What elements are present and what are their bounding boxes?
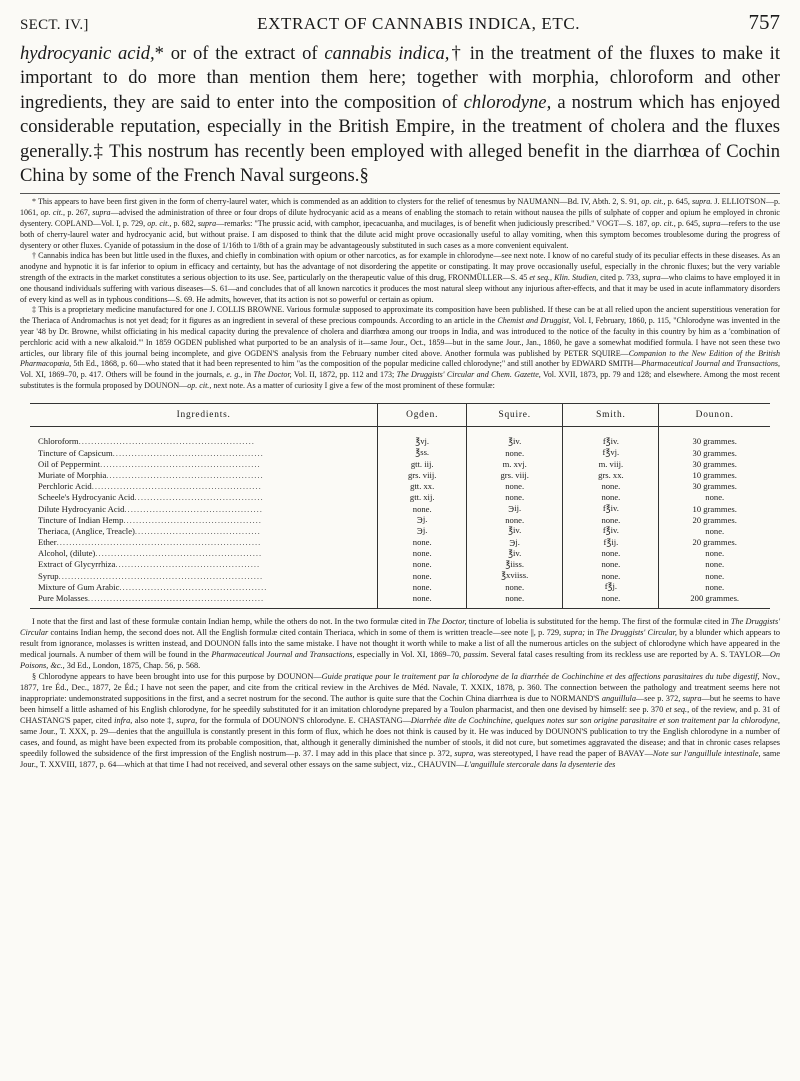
smith-qty: none. xyxy=(563,592,659,608)
main-paragraph: hydrocyanic acid,* or of the extract of cannabis indica,† in the treatment of the fluxes to make it important to do more than mention them here; together with morphia, chloroform and other ingredients, they are said to enter into the composition of chlorodyne, a nostrum which has enjoyed considerable reputation, especially in the British Empire, in the treatment of cholera and the fluxes generally.‡ This nostrum has recently been employed with alleged benefit in the diarrhœa of Cochin China by some of the French Naval surgeons.§ xyxy=(20,43,780,187)
dounon-qty: none. xyxy=(659,548,770,559)
smith-qty: m. viij. xyxy=(563,458,659,469)
ingredient: Ether xyxy=(38,537,57,548)
dounon-qty: 30 grammes. xyxy=(659,458,770,469)
smith-qty: grs. xx. xyxy=(563,469,659,480)
ogden-qty: none. xyxy=(378,570,467,581)
smith-qty: none. xyxy=(563,492,659,503)
squire-qty: ℥iv. xyxy=(467,548,563,559)
ingredient: Extract of Glycyrrhiza xyxy=(38,559,116,570)
table-row: Scheele's Hydrocyanic Acid......................................... gtt. xij. none. none. none. xyxy=(30,492,770,503)
dounon-qty: 30 grammes. xyxy=(659,426,770,447)
table-row: Tincture of Indian Hemp............................................ ℈j. none. none. 20 grammes. xyxy=(30,514,770,525)
ingredient: Mixture of Gum Arabic xyxy=(38,581,120,592)
smith-qty: f℥ij. xyxy=(563,536,659,547)
table-row: Pure Molasses........................................................ none. none. none. 200 grammes. xyxy=(30,592,770,608)
smith-qty: f℥iv. xyxy=(563,503,659,514)
squire-qty: none. xyxy=(467,581,563,592)
ogden-qty: none. xyxy=(378,592,467,608)
ingredient: Pure Molasses xyxy=(38,593,88,603)
squire-qty: none. xyxy=(467,592,563,608)
book-page xyxy=(20,0,780,770)
squire-qty: ℥iv. xyxy=(467,525,563,536)
squire-qty: none. xyxy=(467,492,563,503)
smith-qty: none. xyxy=(563,559,659,570)
squire-qty: ℥iiss. xyxy=(467,559,563,570)
table-row: Oil of Peppermint................................................... gtt. iij. m. xvj. m. viij. 30 grammes. xyxy=(30,458,770,469)
ingredient: Syrup xyxy=(38,570,59,581)
dounon-qty: none. xyxy=(659,525,770,536)
smith-qty: none. xyxy=(563,548,659,559)
dounon-qty: 10 grammes. xyxy=(659,469,770,480)
table-row: Extract of Glycyrrhiza.............................................. none. ℥iiss. none. none. xyxy=(30,559,770,570)
dounon-qty: none. xyxy=(659,559,770,570)
ogden-qty: none. xyxy=(378,581,467,592)
squire-qty: none. xyxy=(467,514,563,525)
ogden-qty: grs. viij. xyxy=(378,469,467,480)
dounon-qty: 200 grammes. xyxy=(659,592,770,608)
ogden-qty: ℈j. xyxy=(378,514,467,525)
smith-qty: f℥iv. xyxy=(563,426,659,447)
table-row: Muriate of Morphia.................................................. grs. viij. grs. viij. grs. xx. 10 grammes. xyxy=(30,469,770,480)
ingredient: Tincture of Capsicum xyxy=(38,447,113,458)
ogden-qty: gtt. iij. xyxy=(378,458,467,469)
ogden-qty: none. xyxy=(378,559,467,570)
dounon-qty: none. xyxy=(659,492,770,503)
smith-qty: f℥vj. xyxy=(563,447,659,458)
squire-qty: m. xvj. xyxy=(467,458,563,469)
dounon-qty: 30 grammes. xyxy=(659,447,770,458)
table-row: Ether................................................................. none. ℈j. f℥ij. 20 grammes. xyxy=(30,536,770,547)
ingredient: Theriaca, (Anglice, Treacle) xyxy=(38,525,135,536)
ingredient: Tincture of Indian Hemp xyxy=(38,514,124,525)
ogden-qty: gtt. xij. xyxy=(378,492,467,503)
chlorodyne-formulae-table xyxy=(30,403,770,609)
dounon-qty: 10 grammes. xyxy=(659,503,770,514)
ogden-qty: ℈j. xyxy=(378,525,467,536)
footnote-continuation: I note that the first and last of these formulæ contain Indian hemp, while the others do not. In the two formulæ cited in The Doctor, tincture of lobelia is substituted for the hemp. The first of the formulæ cited in The Druggists' Circular contains Indian hemp, the second does not. All the English formulæ cited contain Theriaca, which in some of them is written treacle—see note ||, p. 729, supra; in The Druggists' Circular, by a blunder which appears to result from ignorance, molasses is written instead, and DOUNON falls into the same mistake. I have not thought it worth while to make a list of all the numerous articles on the subject of chlorodyne which have appeared in the medical journals. A number of them will be found in the Pharmaceutical Journal and Transactions, especially in Vol. XI, 1869–70, passim. Several fatal cases resulting from its reckless use are reported by A. S. TAYLOR—On Poisons, &c., 3d Ed., London, 1875, Chap. 56, p. 568. xyxy=(20,616,780,670)
squire-qty: ℈j. xyxy=(467,536,563,547)
col-header-ogden: Ogden. xyxy=(378,403,467,426)
footnote-double-dagger: ‡ This is a proprietary medicine manufactured for one J. COLLIS BROWNE. Various formulæ supposed to approximate its composition have been published. If these can be at all relied upon the ancient superstitious veneration for the Theriaca of Andromachus is not yet dead; for it figures as an ingredient in several of these precious compounds. According to an article in the Chemist and Druggist, Vol. I, February, 1860, p. 115, "Chlorodyne was invented in the year '48 by Dr. Browne, whilst officiating in his medical capacity during the prevalence of cholera and diarrhœa among our troops in India, and was introduced to the notice of the faculty in this country by him as a 'combination of perchloric acid with a new alkaloid.'" In 1859 OGDEN published what purported to be an analysis of it—same Jour., Oct., 1859—but in the same Jour., Jan., 1860, he gave a somewhat modified formula. I have not seen these two articles, our library file of this journal being incomplete, and give OGDEN'S analysis from the February number cited above. Another formula was published by PETER SQUIRE—Companion to the New Edition of the British Pharmacopœia, 5th Ed., 1868, p. 60—who stated that it had been represented to him "as the composition of the popular medicine called chlorodyne;" and still another by EDWARD SMITH—Pharmaceutical Journal and Transactions, Vol. XI, 1869–70, p. 417. Others will be found in the journals, e. g., in The Doctor, Vol. II, 1872, pp. 112 and 173; The Druggists' Circular and Chem. Gazette, Vol. XVII, 1873, pp. 79 and 128; and elsewhere. Among the most recent substitutes is the formula proposed by DOUNON—op. cit., next note. As a matter of curiosity I give a few of the most prominent of these formulæ: xyxy=(20,305,780,390)
ingredient: Dilute Hydrocyanic Acid xyxy=(38,503,125,514)
footnote-rule xyxy=(20,193,780,194)
footnotes xyxy=(20,197,780,391)
footnote-section: § Chlorodyne appears to have been brought into use for this purpose by DOUNON—Guide pratique pour le traitement par la chlorodyne de la diarrhée de Cochinchine et des affections parasitaires du tube digestif, Nov., 1877, 1re Éd., Dec., 1877, 2e Éd.; I have not seen the paper, and cite from the critical review in the Archives de Méd. Navale, T. XXIX, 1878, p. 360. The connection between the pathology and treatment seems here not inappropriate: undemonstrated suppositions in the first, and a secret nostrum for the second. The author is quite sure that the Cochin China diarrhœa is due to NORMAND'S anguillula—see p. 372, supra—but he seems to have been himself a little ashamed of his English chlorodyne, for he speedily substituted for it an imitation chlorodyne prepared by a Toulon pharmacist, and then one devised by himself: see p. 370 et seq., of the review, and p. 31 of CHASTANG'S paper, cited infra, also note ‡, supra, for the formula of DOUNON'S chlorodyne. E. CHASTANG—Diarrhée dite de Cochinchine, quelques notes sur son origine parasitaire et son traitement par la chlorodyne, same Jour., T. XXX, p. 29—denies that the anguillula is constantly present in this form of flux, which he does not think is caused by it. He was induced by DOUNON'S publication to try the English chlorodyne in a number of cases, and found, as might have been expected from its probable composition, that, although it generally diminished the number of stools, it did not cure, but sometimes aggravated the disease; and that in chronic cases relapses speedily followed the subsidence of the first impression of the English nostrum—p. 37. I may add in this place that since p. 372, supra, was stereotyped, I have read the paper of BAVAY—Note sur l'anguillule intestinale, same Jour., T. XXVIII, 1877, p. 64—which at that time I had not received, and several other essays on the same subject, viz., CHAUVIN—L'anguillule stercorale dans la dysenterie des xyxy=(20,671,781,770)
table-row: Syrup................................................................. none. ℥xviiss. none. none. xyxy=(30,570,770,581)
ingredient: Oil of Peppermint xyxy=(38,458,101,469)
squire-qty: ℈ij. xyxy=(467,503,563,514)
table-row: Dilute Hydrocyanic Acid............................................ none. ℈ij. f℥iv. 10 grammes. xyxy=(30,503,770,514)
dounon-qty: none. xyxy=(659,581,770,592)
footnote-dagger: † Cannabis indica has been but little used in the fluxes, and chiefly in combination with opium or other narcotics, as for example in chlorodyne—see next note. I know of no careful study of its peculiar effects in these diseases. As an anodyne and hypnotic it is far inferior to opium in efficacy and certainty, but has the advantage of not disordering the appetite or constipating. It may prove occasionally useful, especially in the chronic fluxes; but the very variable strength of the extracts in the market constitutes a serious objection to its use. See, particularly on the therapeutic value of this drug, FRONMÜLLER—S. 45 et seq., Klin. Studien, cited p. 733, supra—who claims to have employed it in one thousand individuals suffering with various diseases—S. 61—and concludes that of all known narcotics it produces the most natural sleep without any injurious after-effects, and that it may be used in acute inflammatory disorders of every kind as well as in typhous conditions—S. 69. He admits, however, that its action is not so powerful or certain as opium. xyxy=(20,251,780,304)
ingredient: Chloroform xyxy=(38,436,79,447)
col-header-smith: Smith. xyxy=(563,403,659,426)
smith-qty: none. xyxy=(563,514,659,525)
dounon-qty: none. xyxy=(659,570,770,581)
ogden-qty: gtt. xx. xyxy=(378,481,467,492)
table-row: Theriaca, (Anglice, Treacle)........................................ ℈j. ℥iv. f℥iv. none. xyxy=(30,525,770,536)
ogden-qty: none. xyxy=(378,536,467,547)
ingredient: Muriate of Morphia xyxy=(38,469,107,480)
page-number: 757 xyxy=(748,10,780,34)
running-title: EXTRACT OF CANNABIS INDICA, ETC. xyxy=(257,14,581,33)
smith-qty: f℥iv. xyxy=(563,525,659,536)
smith-qty: none. xyxy=(563,481,659,492)
footnote-star: * This appears to have been first given in the form of cherry-laurel water, which is commended as an addition to clysters for the relief of tenesmus by NAUMANN—Bd. IV, Abth. 2, S. 91, op. cit., p. 645, supra. J. ELLIOTSON—p. 1061, op. cit., p. 267, supra—advised the administration of three or four drops of dilute hydrocyanic acid as a means of enabling the stomach to retain without nausea the pills of sulphate of copper and opium he employed in chronic dysentery. COPLAND—Vol. I, p. 729, op. cit., p. 682, supra—remarks: "The prussic acid, with camphor, ipecacuanha, and mucilages, is of benefit when judiciously prescribed." VOGT—S. 187, op. cit., p. 645, supra—refers to the use both of cherry-laurel water and hydrocyanic acid, but without praise. I am disposed to think that the dilute acid might prove occasionally useful to allay vomiting, when this symptom becomes troublesome during the progress of dysentery or other fluxes. Cyanide of potassium in the dose of 1/16th to 1/8th of a grain may be advantageously substituted in such cases as a more convenient equivalent. xyxy=(20,197,781,250)
ogden-qty: none. xyxy=(378,548,467,559)
smith-qty: none. xyxy=(563,570,659,581)
smith-qty: f℥j. xyxy=(563,581,659,592)
ogden-qty: ℥vj. xyxy=(378,426,467,447)
dounon-qty: 20 grammes. xyxy=(659,514,770,525)
table-row: Alcohol, (dilute)..................................................... none. ℥iv. none. none. xyxy=(30,548,770,559)
table-row: Mixture of Gum Arabic............................................... none. none. f℥j. none. xyxy=(30,581,770,592)
dounon-qty: 30 grammes. xyxy=(659,481,770,492)
table-header-row xyxy=(30,403,770,426)
notes-after-table xyxy=(20,616,780,771)
col-header-ingredients: Ingredients. xyxy=(30,403,378,426)
squire-qty: none. xyxy=(467,481,563,492)
squire-qty: ℥iv. xyxy=(467,426,563,447)
ogden-qty: none. xyxy=(378,503,467,514)
ogden-qty: ℥ss. xyxy=(378,447,467,458)
squire-qty: none. xyxy=(467,447,563,458)
ingredient: Scheele's Hydrocyanic Acid xyxy=(38,492,135,503)
squire-qty: grs. viij. xyxy=(467,469,563,480)
ingredient: Perchloric Acid xyxy=(38,481,92,492)
table-row: Chloroform........................................................ ℥vj. ℥iv. f℥iv. 30 grammes. xyxy=(30,426,770,447)
col-header-squire: Squire. xyxy=(467,403,563,426)
section-label: SECT. IV.] xyxy=(20,17,89,33)
col-header-dounon: Dounon. xyxy=(659,403,770,426)
dounon-qty: 20 grammes. xyxy=(659,536,770,547)
table-row: Perchloric Acid...................................................... gtt. xx. none. none. 30 grammes. xyxy=(30,481,770,492)
table-row: Tincture of Capsicum................................................ ℥ss. none. f℥vj. 30 grammes. xyxy=(30,447,770,458)
squire-qty: ℥xviiss. xyxy=(467,570,563,581)
running-header xyxy=(20,10,780,38)
ingredient: Alcohol, (dilute) xyxy=(38,548,96,559)
